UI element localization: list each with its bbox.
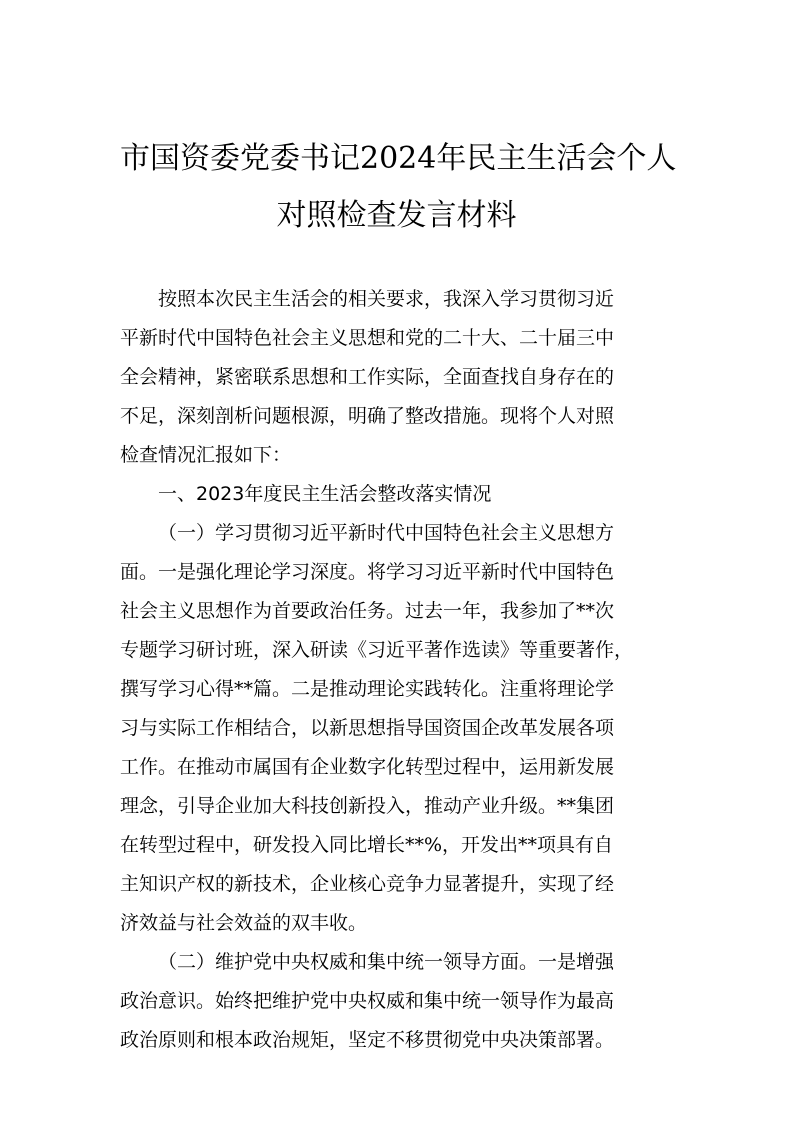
body-line: 面。一是强化理论学习深度。将学习习近平新时代中国特色 bbox=[120, 561, 615, 583]
body-line: 习与实际工作相结合，以新思想指导国资国企改革发展各项 bbox=[120, 717, 615, 739]
body-line: 在转型过程中，研发投入同比增长**%，开发出**项具有自 bbox=[120, 834, 614, 856]
body-line: 撰写学习心得**篇。二是推动理论实践转化。注重将理论学 bbox=[120, 678, 615, 700]
body-line: 社会主义思想作为首要政治任务。过去一年，我参加了**次 bbox=[120, 600, 615, 622]
document-title-line-2: 对照检查发言材料 bbox=[276, 198, 517, 233]
body-line: 平新时代中国特色社会主义思想和党的二十大、二十届三中 bbox=[120, 327, 615, 349]
body-line: 不足，深刻剖析问题根源，明确了整改措施。现将个人对照 bbox=[120, 405, 615, 427]
body-line: 工作。在推动市属国有企业数字化转型过程中，运用新发展 bbox=[120, 756, 615, 778]
section-heading: 一、2023年度民主生活会整改落实情况 bbox=[158, 483, 492, 505]
document-title-line-1: 市国资委党委书记2024年民主生活会个人 bbox=[120, 141, 677, 176]
subsection-heading: （一）学习贯彻习近平新时代中国特色社会主义思想方 bbox=[158, 522, 615, 544]
body-line: 政治意识。始终把维护党中央权威和集中统一领导作为最高 bbox=[120, 990, 615, 1012]
subsection-heading: （二）维护党中央权威和集中统一领导方面。一是增强 bbox=[158, 951, 615, 973]
body-line: 检查情况汇报如下： bbox=[120, 444, 292, 466]
document-body bbox=[120, 280, 673, 1060]
body-line: 按照本次民主生活会的相关要求，我深入学习贯彻习近 bbox=[158, 288, 615, 310]
body-line: 专题学习研讨班，深入研读《习近平著作选读》等重要著作， bbox=[120, 639, 634, 661]
body-line: 全会精神，紧密联系思想和工作实际，全面查找自身存在的 bbox=[120, 366, 615, 388]
body-line: 理念，引导企业加大科技创新投入，推动产业升级。**集团 bbox=[120, 795, 615, 817]
body-line: 主知识产权的新技术，企业核心竞争力显著提升，实现了经 bbox=[120, 873, 615, 895]
body-line: 济效益与社会效益的双丰收。 bbox=[120, 912, 368, 934]
body-line: 政治原则和根本政治规矩，坚定不移贯彻党中央决策部署。 bbox=[120, 1029, 615, 1051]
